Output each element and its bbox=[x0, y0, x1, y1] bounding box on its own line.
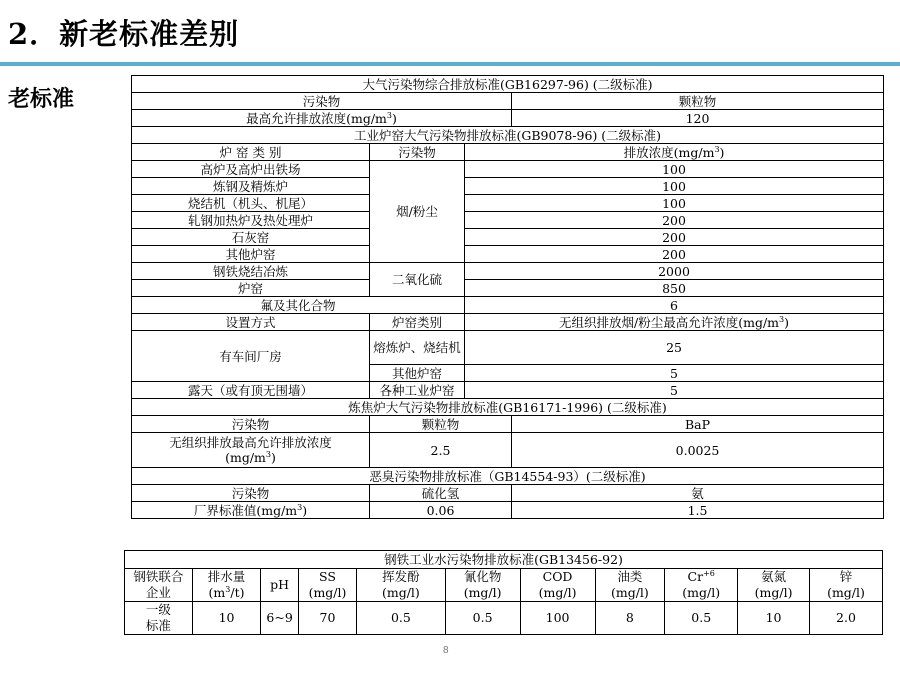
kiln-value: 100 bbox=[465, 195, 884, 212]
pm-value: 120 bbox=[512, 110, 884, 127]
h2s-value: 0.06 bbox=[370, 502, 512, 519]
value-cell: 10 bbox=[738, 602, 810, 635]
kiln-name: 钢铁烧结冶炼 bbox=[132, 263, 370, 280]
value-cell: 2.0 bbox=[809, 602, 882, 635]
water-standards-table bbox=[124, 550, 883, 635]
header-cell: SS (mg/l) bbox=[298, 569, 356, 602]
max-conc-label: 最高允许排放浓度$(mg/m^3)$ bbox=[132, 110, 512, 127]
kiln-value: 200 bbox=[465, 229, 884, 246]
all-kilns-label: 各种工业炉窑 bbox=[370, 382, 465, 399]
row-label: 一级 标准 bbox=[125, 602, 193, 635]
value-cell: 0.5 bbox=[445, 602, 520, 635]
value-cell: 8 bbox=[595, 602, 665, 635]
value-cell: 100 bbox=[520, 602, 595, 635]
gb14554-header: 恶臭污染物排放标准（GB14554-93）(二级标准) bbox=[132, 468, 884, 485]
other-value: 5 bbox=[465, 365, 884, 382]
kiln-name: 炉窑 bbox=[132, 280, 370, 297]
pollutant-label: 污染物 bbox=[132, 93, 512, 110]
value-cell: 6~9 bbox=[261, 602, 298, 635]
header-cell: pH bbox=[261, 569, 298, 602]
nh3-value: 1.5 bbox=[512, 502, 884, 519]
page-number: 8 bbox=[443, 645, 449, 656]
value-cell: 10 bbox=[192, 602, 261, 635]
fluoride-label: 氟及其化合物 bbox=[132, 297, 465, 314]
workshop-label: 有车间厂房 bbox=[132, 331, 370, 382]
kiln-value: 100 bbox=[465, 161, 884, 178]
gb13456-header: 钢铁工业水污染物排放标准(GB13456-92) bbox=[125, 551, 883, 569]
smelting-furnace-label: 熔炼炉、烧结机 bbox=[370, 331, 465, 365]
header-cell: 锌 (mg/l) bbox=[809, 569, 882, 602]
h2s-label: 硫化氢 bbox=[370, 485, 512, 502]
header-cell: COD (mg/l) bbox=[520, 569, 595, 602]
value-cell: 0.5 bbox=[357, 602, 445, 635]
kiln-value: 200 bbox=[465, 212, 884, 229]
boundary-label: 厂界标准值$(mg/m^3)$ bbox=[132, 502, 370, 519]
open-air-label: 露天（或有顶无围墙） bbox=[132, 382, 370, 399]
title-divider bbox=[0, 62, 900, 66]
gb16297-header: 大气污染物综合排放标准(GB16297-96) (二级标准) bbox=[132, 76, 884, 93]
pollutant-label: 污染物 bbox=[132, 485, 370, 502]
all-value: 5 bbox=[465, 382, 884, 399]
header-cell: 氨氮 (mg/l) bbox=[738, 569, 810, 602]
fluoride-value: 6 bbox=[465, 297, 884, 314]
smelting-value: 25 bbox=[465, 331, 884, 365]
kiln-name: 高炉及高炉出铁场 bbox=[132, 161, 370, 178]
setup-label: 设置方式 bbox=[132, 314, 370, 331]
header-cell: 排水量 $(m^3/t)$ bbox=[192, 569, 261, 602]
kiln-value: 850 bbox=[465, 280, 884, 297]
unorganized-max-label: 无组织排放最高允许排放浓度 $(mg/m^3)$ bbox=[132, 433, 370, 468]
pm-label: 颗粒物 bbox=[512, 93, 884, 110]
gb16171-header: 炼焦炉大气污染物排放标准(GB16171-1996) (二级标准) bbox=[132, 399, 884, 416]
kiln-name: 石灰窑 bbox=[132, 229, 370, 246]
pm-value: 2.5 bbox=[370, 433, 512, 468]
header-cell: 油类 (mg/l) bbox=[595, 569, 665, 602]
so2-label: 二氧化硫 bbox=[370, 263, 465, 297]
header-cell: 挥发酚 (mg/l) bbox=[357, 569, 445, 602]
unorganized-label: 无组织排放烟/粉尘最高允许浓度$(mg/m^3)$ bbox=[465, 314, 884, 331]
header-cell: $Cr^{+6}$ (mg/l) bbox=[665, 569, 738, 602]
air-standards-table bbox=[131, 75, 884, 519]
other-kiln-label: 其他炉窑 bbox=[370, 365, 465, 382]
kiln-type-label: 炉 窑 类 别 bbox=[132, 144, 370, 161]
kiln-name: 烧结机（机头、机尾） bbox=[132, 195, 370, 212]
kiln-name: 其他炉窑 bbox=[132, 246, 370, 263]
header-cell: 钢铁联合 企业 bbox=[125, 569, 193, 602]
smoke-dust-label: 烟/粉尘 bbox=[370, 161, 465, 263]
nh3-label: 氨 bbox=[512, 485, 884, 502]
pollutant-label: 污染物 bbox=[370, 144, 465, 161]
slide-title: 2．新老标准差别 bbox=[8, 17, 240, 51]
pm-label: 颗粒物 bbox=[370, 416, 512, 433]
kiln-value: 100 bbox=[465, 178, 884, 195]
value-cell: 0.5 bbox=[665, 602, 738, 635]
header-cell: 氰化物 (mg/l) bbox=[445, 569, 520, 602]
kiln-name: 炼钢及精炼炉 bbox=[132, 178, 370, 195]
section-label: 老标准 bbox=[8, 86, 75, 112]
bap-label: BaP bbox=[512, 416, 884, 433]
kiln-value: 2000 bbox=[465, 263, 884, 280]
kiln-name: 轧钢加热炉及热处理炉 bbox=[132, 212, 370, 229]
kiln-value: 200 bbox=[465, 246, 884, 263]
emission-conc-label: 排放浓度$(mg/m^3)$ bbox=[465, 144, 884, 161]
value-cell: 70 bbox=[298, 602, 356, 635]
bap-value: 0.0025 bbox=[512, 433, 884, 468]
kiln-type-label: 炉窑类别 bbox=[370, 314, 465, 331]
pollutant-label: 污染物 bbox=[132, 416, 370, 433]
gb9078-header: 工业炉窑大气污染物排放标准(GB9078-96) (二级标准) bbox=[132, 127, 884, 144]
